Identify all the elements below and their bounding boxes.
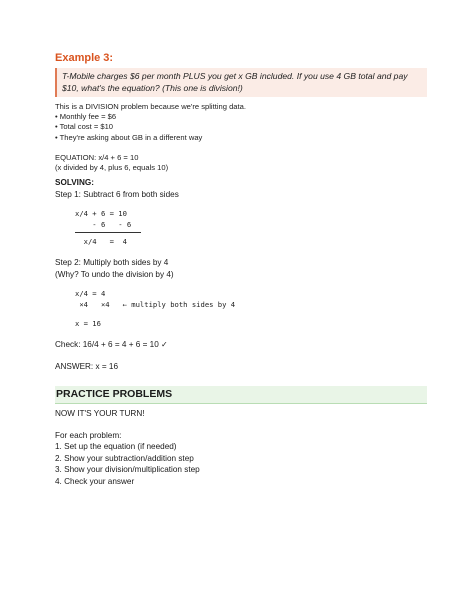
practice-instructions: For each problem: <box>55 430 122 440</box>
example-title: Example 3: <box>55 52 114 64</box>
step2-work-line: ×4 ×4 ← multiply both sides by 4 <box>75 300 236 310</box>
practice-subheading: NOW IT'S YOUR TURN! <box>55 409 145 419</box>
solving-heading: SOLVING: <box>55 178 94 188</box>
list-item: • Monthly fee = $6 <box>55 112 117 122</box>
step2-label: Step 2: Multiply both sides by 4 <box>55 258 169 268</box>
step2-note: (Why? To undo the division by 4) <box>55 269 174 279</box>
answer-text: ANSWER: x = 16 <box>55 361 119 371</box>
worksheet-page <box>55 52 427 487</box>
list-item: 3. Show your division/multiplication step <box>55 465 200 475</box>
practice-steps <box>55 441 427 487</box>
check-text: Check: 16/4 + 6 = 4 + 6 = 10 ✓ <box>55 340 168 350</box>
given-list <box>55 112 427 143</box>
step2-work-line: x/4 = 4 <box>75 289 106 299</box>
list-item: • Total cost = $10 <box>55 122 114 132</box>
problem-callout: T-Mobile charges $6 per month PLUS you get x GB included. If you use 4 GB total and pay $10, what's the equation? (This one is division!) <box>55 68 427 97</box>
step2-result: x = 16 <box>75 319 101 329</box>
list-item: 4. Check your answer <box>55 476 135 486</box>
list-item: 2. Show your subtraction/addition step <box>55 453 194 463</box>
equation-note: (x divided by 4, plus 6, equals 10) <box>55 163 169 173</box>
step1-work-line: - 6 - 6 <box>75 220 132 230</box>
list-item: • They're asking about GB in a different way <box>55 132 203 142</box>
intro-text: This is a DIVISION problem because we're splitting data. <box>55 102 246 111</box>
step1-label: Step 1: Subtract 6 from both sides <box>55 189 179 199</box>
step1-result: x/4 = 4 <box>75 237 127 247</box>
list-item: 1. Set up the equation (if needed) <box>55 442 177 452</box>
divider-rule <box>75 232 141 233</box>
equation-text: EQUATION: x/4 + 6 = 10 <box>55 152 139 162</box>
step1-work-line: x/4 + 6 = 10 <box>75 209 127 219</box>
practice-heading: PRACTICE PROBLEMS <box>55 386 427 404</box>
